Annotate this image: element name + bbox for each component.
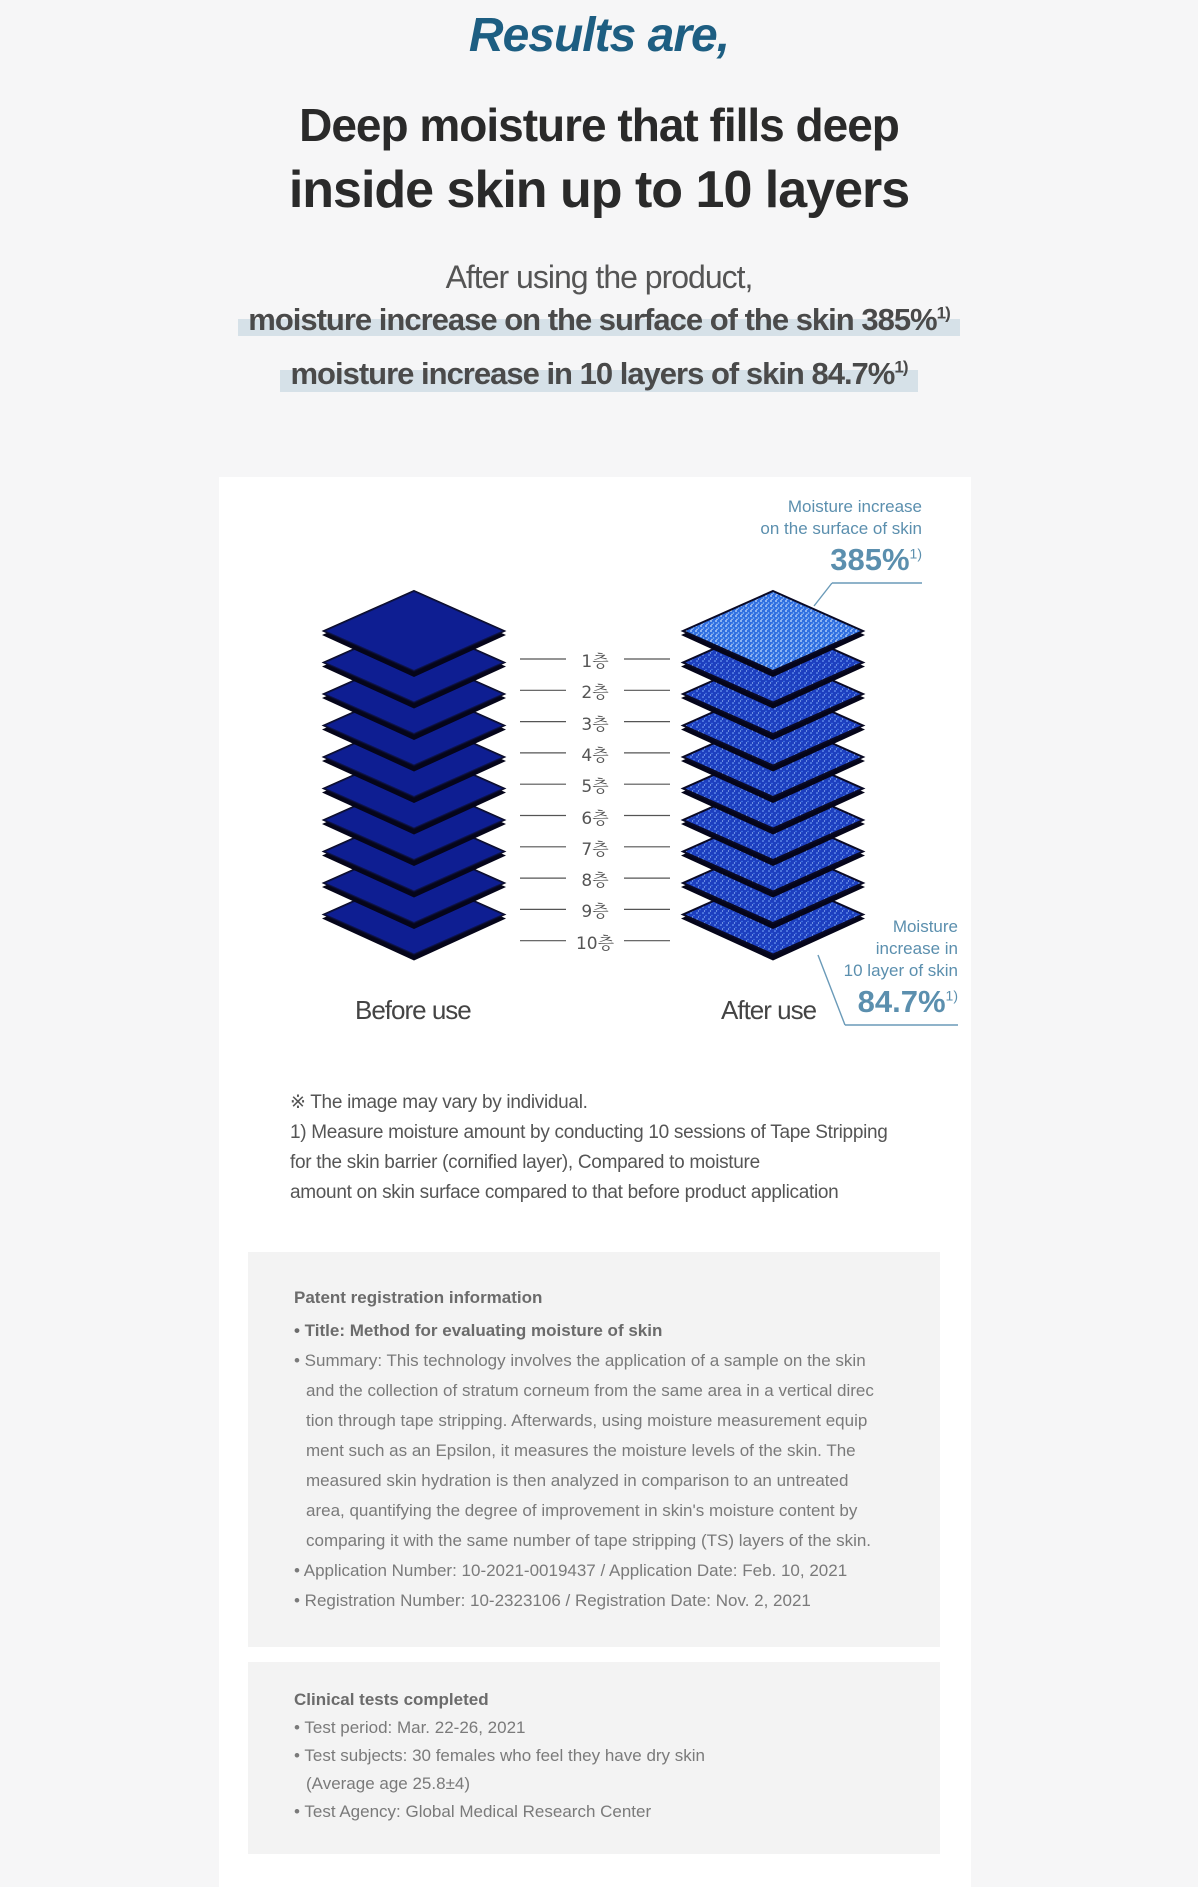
patent-item-title: • Title: Method for evaluating moisture of skin [294, 1321, 663, 1340]
layer-label: 5층 [581, 777, 609, 798]
highlight-surface: moisture increase on the surface of the skin 385%$^{1)}$ [238, 302, 960, 338]
clinical-title: Clinical tests completed [294, 1690, 489, 1709]
note-method-1: 1) Measure moisture amount by conducting 10 sessions of Tape Stripping [290, 1122, 888, 1143]
patent-summary-2: tion through tape stripping. Afterwards, using moisture measurement equip [306, 1411, 868, 1430]
results-heading: Results are, [468, 9, 730, 62]
layer-label: 3층 [581, 714, 609, 735]
patent-summary-1: and the collection of stratum corneum from the same area in a vertical direc [306, 1381, 874, 1400]
headline-line-2: inside skin up to 10 layers [288, 161, 910, 219]
note-method-2: for the skin barrier (cornified layer), Compared to moisture [290, 1152, 760, 1173]
layer-label: 8층 [581, 871, 609, 892]
clinical-agency: • Test Agency: Global Medical Research Center [294, 1802, 652, 1821]
after-use-caption: After use [721, 995, 817, 1025]
layer-label: 1층 [581, 652, 609, 672]
before-use-caption: Before use [355, 995, 471, 1025]
patent-summary-6: comparing it with the same number of tape stripping (TS) layers of the skin. [306, 1531, 872, 1550]
patent-registration: • Registration Number: 10-2323106 / Registration Date: Nov. 2, 2021 [294, 1591, 811, 1610]
layer-label: 4층 [581, 745, 609, 766]
layers-callout-value: 84.7%$^{1)}$ [857, 984, 958, 1019]
footnotes [290, 1088, 930, 1208]
patent-details [294, 1316, 914, 1616]
layers-callout-label-2: increase in [875, 939, 958, 958]
intro-text: After using the product, [445, 259, 753, 295]
before-use-stack [322, 591, 506, 961]
layer-label: 10층 [575, 933, 615, 954]
layer-label: 9층 [581, 902, 609, 923]
note-vary: ※ The image may vary by individual. [290, 1092, 588, 1113]
patent-summary-3: ment such as an Epsilon, it measures the moisture levels of the skin. The [306, 1441, 856, 1460]
patent-summary-0: • Summary: This technology involves the application of a sample on the skin [294, 1351, 866, 1370]
surface-callout-label-1: Moisture increase [787, 497, 922, 516]
layer-label: 6층 [581, 808, 609, 829]
surface-callout-value: 385%$^{1)}$ [830, 542, 922, 577]
note-method-3: amount on skin surface compared to that before product application [290, 1182, 839, 1203]
clinical-period: • Test period: Mar. 22-26, 2021 [294, 1718, 526, 1737]
layers-callout-label-3: 10 layer of skin [843, 961, 958, 980]
patent-title: Patent registration information [294, 1288, 543, 1307]
after-use-stack [681, 591, 865, 961]
patent-info-box [248, 1252, 940, 1647]
clinical-tests-box [248, 1662, 940, 1854]
layer-label: 2층 [581, 683, 609, 704]
layers-callout-label-1: Moisture [892, 917, 958, 936]
patent-application: • Application Number: 10-2021-0019437 / Application Date: Feb. 10, 2021 [294, 1561, 848, 1580]
highlight-10-layers: moisture increase in 10 layers of skin 84.7%$^{1)}$ [280, 356, 917, 392]
layer-label: 7층 [581, 839, 609, 860]
headline-line-1: Deep moisture that fills deep [299, 99, 899, 151]
surface-callout-label-2: on the surface of skin [760, 519, 922, 538]
patent-summary-5: area, quantifying the degree of improvement in skin's moisture content by [306, 1501, 858, 1520]
clinical-subjects: • Test subjects: 30 females who feel they have dry skin [294, 1746, 706, 1765]
patent-summary-4: measured skin hydration is then analyzed in comparison to an untreated [306, 1471, 849, 1490]
clinical-details [294, 1714, 914, 1826]
clinical-age: (Average age 25.8±4) [306, 1774, 471, 1793]
